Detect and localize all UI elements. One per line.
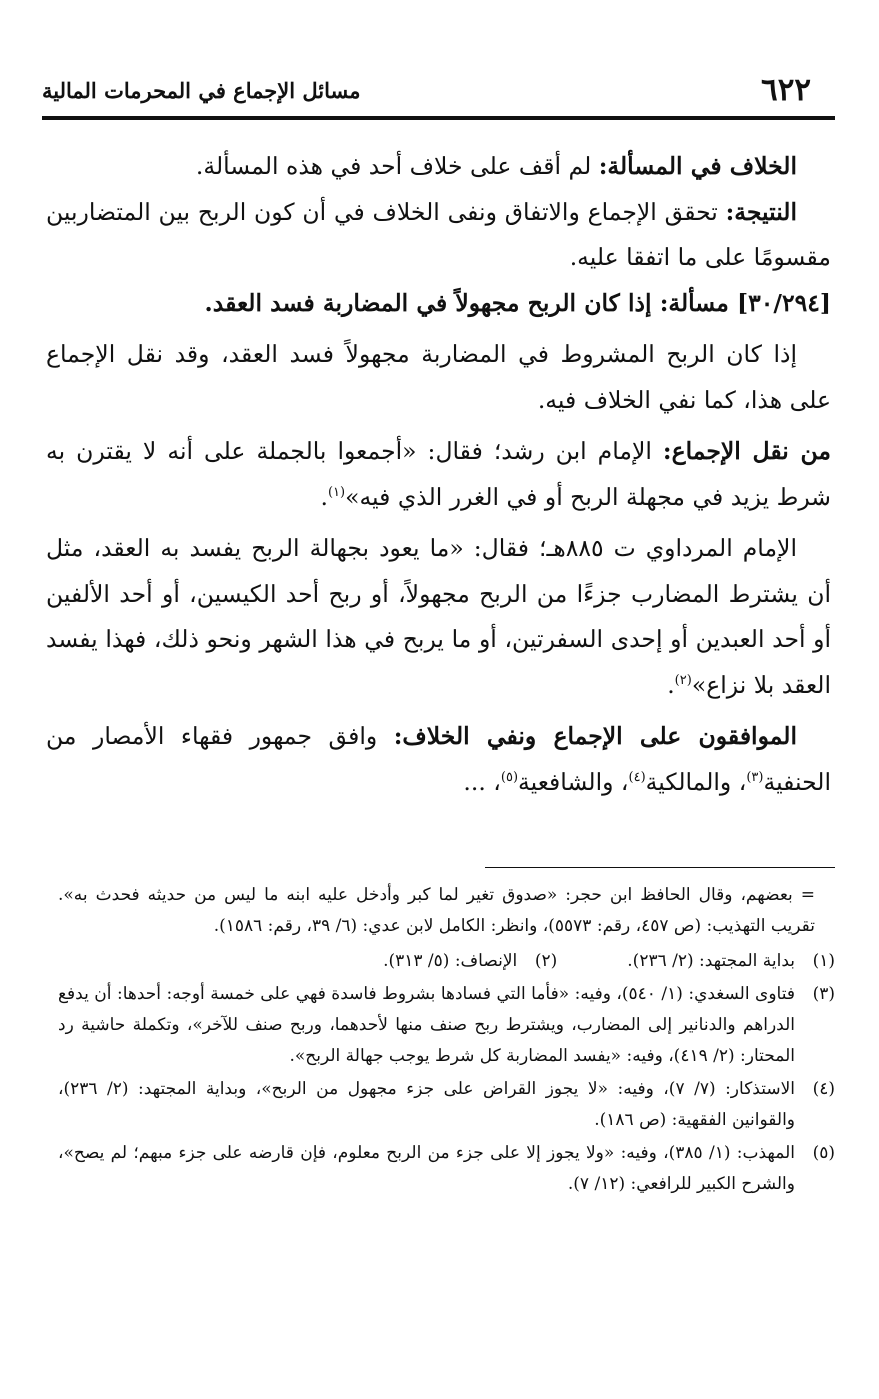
footnote-number: (٢) xyxy=(534,951,558,971)
footnote-pair xyxy=(58,946,835,979)
paragraph-text: الإمام ابن رشد؛ فقال: «أجمعوا بالجملة على أنه لا يقترن به شرط يزيد في مجهلة الربح أو في الغرر الذي فيه» xyxy=(46,437,831,511)
footnote-1 xyxy=(627,946,835,977)
paragraph-text: إذا كان الربح المشروط في المضاربة مجهولاً فسد العقد، وقد نقل الإجماع على هذا، كما نفي الخلاف فيه. xyxy=(46,340,831,414)
paragraph-result xyxy=(46,190,831,281)
footnote-ref[interactable]: (٥) xyxy=(500,769,519,785)
footnote-ref[interactable]: (٤) xyxy=(628,769,646,785)
footnote-text: الاستذكار: (٧/ ٧)، وفيه: «لا يجوز القراض على جزء مجهول من الربح»، وبداية المجتهد: (٢/ ٢٣٦)، والقوانين الفقهية: (ص ١٨٦). xyxy=(58,1079,796,1130)
footnote-number: (١) xyxy=(812,951,835,971)
paragraph-mardawi xyxy=(46,526,831,708)
paragraph-text: تحقق الإجماع والاتفاق ونفى الخلاف في أن كون الربح بين المتضاربين مقسومًا على ما اتفقا عليه. xyxy=(46,197,831,271)
paragraph-lead: الموافقون على الإجماع ونفي الخلاف: xyxy=(393,722,797,750)
paragraph-text: ، والشافعية xyxy=(518,767,629,796)
paragraph-end: . xyxy=(667,670,675,699)
paragraph-text: ، والمالكية xyxy=(645,767,747,796)
footnote-continuation: = بعضهم، وقال الحافظ ابن حجر: «صدوق تغير لما كبر وأدخل عليه ابنه ما ليس من حديثه فحدث به». تقريب التهذيب: (ص ٤٥٧، رقم: ٥٥٧٣)، وانظر: الكامل لابن عدي: (٦/ ٣٩، رقم: ١٥٨٦). xyxy=(58,885,815,936)
paragraph-lead: الخلاف في المسألة: xyxy=(598,152,797,180)
footnote-text: بداية المجتهد: (٢/ ٢٣٦). xyxy=(627,951,795,971)
paragraph-consensus-transmitters xyxy=(46,429,831,520)
paragraph-text: وافق جمهور فقهاء الأمصار من الحنفية xyxy=(46,722,831,796)
footnote-text: الإنصاف: (٥/ ٣١٣). xyxy=(383,951,518,971)
paragraph-agreeing-schools xyxy=(46,714,831,805)
paragraph-text: الإمام المرداوي ت ٨٨٥هـ؛ فقال: «ما يعود بجهالة الربح يفسد به العقد، مثل أن يشترط المضارب جزءًا من الربح مجهولاً، أو ربح أحد الكيسين، أو أحد الألفين أو أحد العبدين أو إحدى السفرتين، أو ما يربح في هذا الشهر ونحو ذلك، فهذا يفسد العقد بلا نزاع» xyxy=(46,534,831,699)
footnote-5 xyxy=(58,1138,835,1200)
paragraph-lead: النتيجة: xyxy=(725,197,797,226)
paragraph-end: . xyxy=(320,482,328,511)
paragraph-lead: من نقل الإجماع: xyxy=(662,437,831,465)
page-number: ٦٢٢ xyxy=(761,72,811,108)
footnote-text: المهذب: (١/ ٣٨٥)، وفيه: «ولا يجوز إلا على جزء من الربح معلوم، فإن قارضه على جزء مبهم؛ لم يصح»، والشرح الكبير للرافعي: (١٢/ ٧). xyxy=(58,1143,795,1194)
footnote-separator xyxy=(485,867,835,868)
running-title: مسائل الإجماع في المحرمات المالية xyxy=(42,78,361,103)
main-text xyxy=(46,144,831,805)
footnote-ref[interactable]: (١) xyxy=(327,484,346,500)
page-header xyxy=(42,68,835,112)
paragraph-text: ، ... xyxy=(463,767,501,796)
footnote-number: (٣) xyxy=(812,984,835,1004)
footnote-2 xyxy=(383,946,557,977)
footnote-3 xyxy=(58,979,835,1072)
header-rule xyxy=(42,116,835,120)
footnotes xyxy=(58,880,835,1202)
footnote-4 xyxy=(58,1074,835,1136)
footnote-ref[interactable]: (٣) xyxy=(746,769,764,785)
paragraph-text: لم أقف على خلاف أحد في هذه المسألة. xyxy=(195,152,599,180)
issue-title: [٣٠/٢٩٤] مسألة: إذا كان الربح مجهولاً في المضاربة فسد العقد. xyxy=(204,288,831,317)
footnote-ref[interactable]: (٢) xyxy=(674,672,692,688)
paragraph-issue-intro xyxy=(46,332,831,423)
footnote-number: (٤) xyxy=(812,1079,835,1099)
footnote-text: فتاوى السغدي: (١/ ٥٤٠)، وفيه: «فأما التي فسادها بشروط فاسدة فهي على خمسة أوجه: أحدها: أن يدفع الدراهم والدنانير إلى المضارب، ويشترط ربح صنف منها لأحدهما، وربح صنف للآخر»، وتكملة حاشية رد المحتار: (٢/ ٤١٩)، وفيه: «يفسد المضاربة كل شرط يوجب جهالة الربح». xyxy=(58,984,795,1066)
footnote-number: (٥) xyxy=(812,1143,835,1163)
paragraph-dispute xyxy=(46,144,831,190)
